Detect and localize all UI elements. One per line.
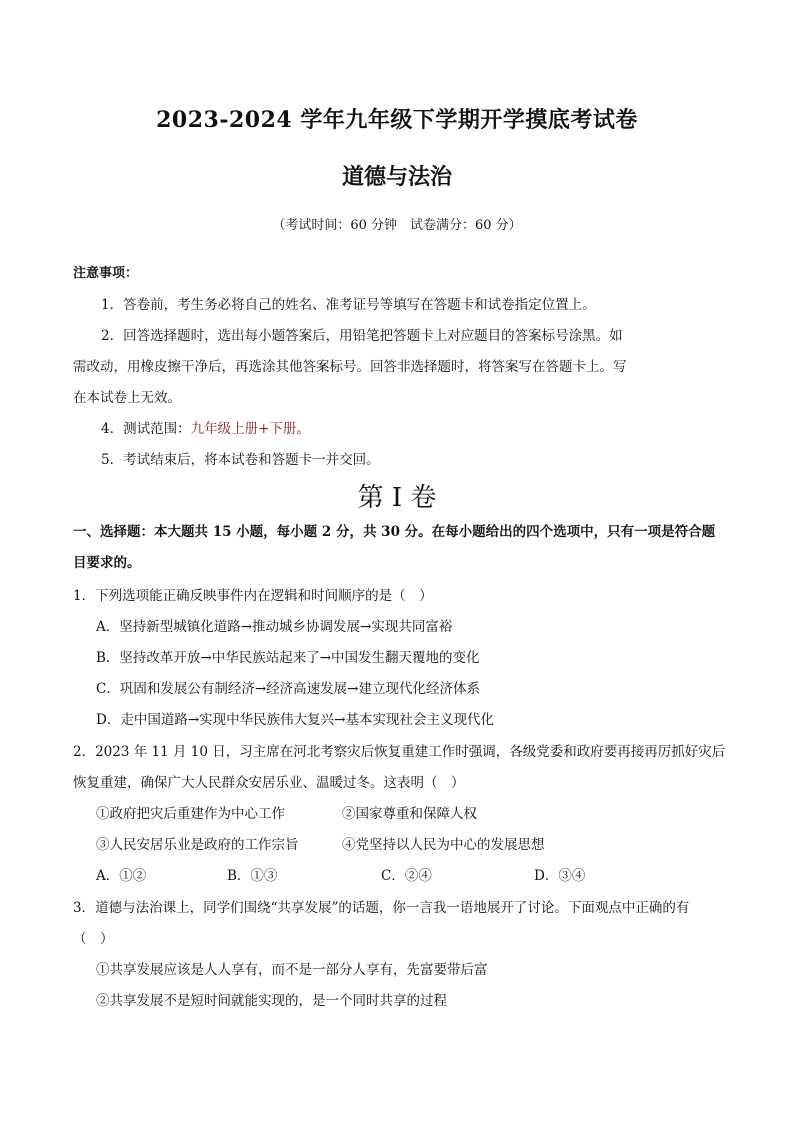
q1-option-c: C．巩固和发展公有制经济→经济高速发展→建立现代化经济体系 bbox=[96, 681, 480, 697]
exam-title: 2023-2024 学年九年级下学期开学摸底考试卷 bbox=[156, 107, 638, 133]
q3-stem-line-1: 3．道德与法治课上，同学们围绕“共享发展”的话题，你一言我一语地展开了讨论。下面观点中正确的有 bbox=[73, 900, 690, 916]
q2-option-d: D．③④ bbox=[534, 868, 586, 884]
q1-stem: 1．下列选项能正确反映事件内在逻辑和时间顺序的是（ ） bbox=[73, 588, 433, 604]
q2-stem-line-2: 恢复重建，确保广大人民群众安居乐业、温暖过冬。这表明（ ） bbox=[73, 775, 465, 791]
section-instruction-line-1: 一、选择题：本大题共 15 小题，每小题 2 分，共 30 分。在每小题给出的四个选项中，只有一项是符合题 bbox=[73, 524, 716, 540]
q3-statement-1: ①共享发展应该是人人享有，而不是一部分人享有，先富要带后富 bbox=[96, 962, 488, 978]
notice-item-4-suffix: 。 bbox=[296, 421, 310, 437]
q2-statement-2: ②国家尊重和保障人权 bbox=[342, 806, 477, 822]
q2-option-b: B．①③ bbox=[227, 868, 278, 884]
q3-statement-2: ②共享发展不是短时间就能实现的，是一个同时共享的过程 bbox=[96, 993, 447, 1009]
notice-item-1: 1．答卷前，考生务必将自己的姓名、准考证号等填写在答题卡和试卷指定位置上。 bbox=[101, 297, 596, 313]
q1-option-d: D．走中国道路→实现中华民族伟大复兴→基本实现社会主义现代化 bbox=[96, 712, 494, 728]
q2-option-a: A．①② bbox=[96, 868, 147, 884]
notice-item-2-line-3: 在本试卷上无效。 bbox=[73, 390, 181, 406]
notice-item-4-prefix: 4．测试范围： bbox=[101, 421, 191, 437]
exam-meta: （考试时间：60 分钟 试卷满分：60 分） bbox=[272, 218, 522, 233]
section-instruction-line-2: 目要求的。 bbox=[73, 555, 141, 571]
q2-statement-3: ③人民安居乐业是政府的工作宗旨 bbox=[96, 837, 299, 853]
notice-item-5: 5．考试结束后，将本试卷和答题卡一并交回。 bbox=[101, 452, 380, 468]
q3-stem-line-2: （ ） bbox=[73, 931, 114, 947]
notice-heading: 注意事项： bbox=[73, 266, 139, 281]
q2-stem-line-1: 2．2023 年 11 月 10 日，习主席在河北考察灾后恢复重建工作时强调，各级党委和政府要再接再厉抓好灾后 bbox=[73, 744, 726, 760]
q1-option-b: B．坚持改革开放→中华民族站起来了→中国发生翻天覆地的变化 bbox=[96, 650, 480, 666]
notice-item-4 bbox=[101, 417, 310, 437]
section-title: 第 I 卷 bbox=[357, 483, 437, 513]
notice-item-2-line-1: 2．回答选择题时，选出每小题答案后，用铅笔把答题卡上对应题目的答案标号涂黑。如 bbox=[101, 328, 623, 344]
subject-title: 道德与法治 bbox=[341, 164, 452, 190]
q2-statement-4: ④党坚持以人民为中心的发展思想 bbox=[342, 837, 545, 853]
q2-statement-1: ①政府把灾后重建作为中心工作 bbox=[96, 806, 285, 822]
test-range: 九年级上册+下册 bbox=[190, 421, 297, 437]
q2-option-c: C．②④ bbox=[381, 868, 432, 884]
q1-option-a: A．坚持新型城镇化道路→推动城乡协调发展→实现共同富裕 bbox=[96, 619, 453, 635]
notice-item-2-line-2: 需改动，用橡皮擦干净后，再选涂其他答案标号。回答非选择题时，将答案写在答题卡上。写 bbox=[73, 359, 627, 375]
